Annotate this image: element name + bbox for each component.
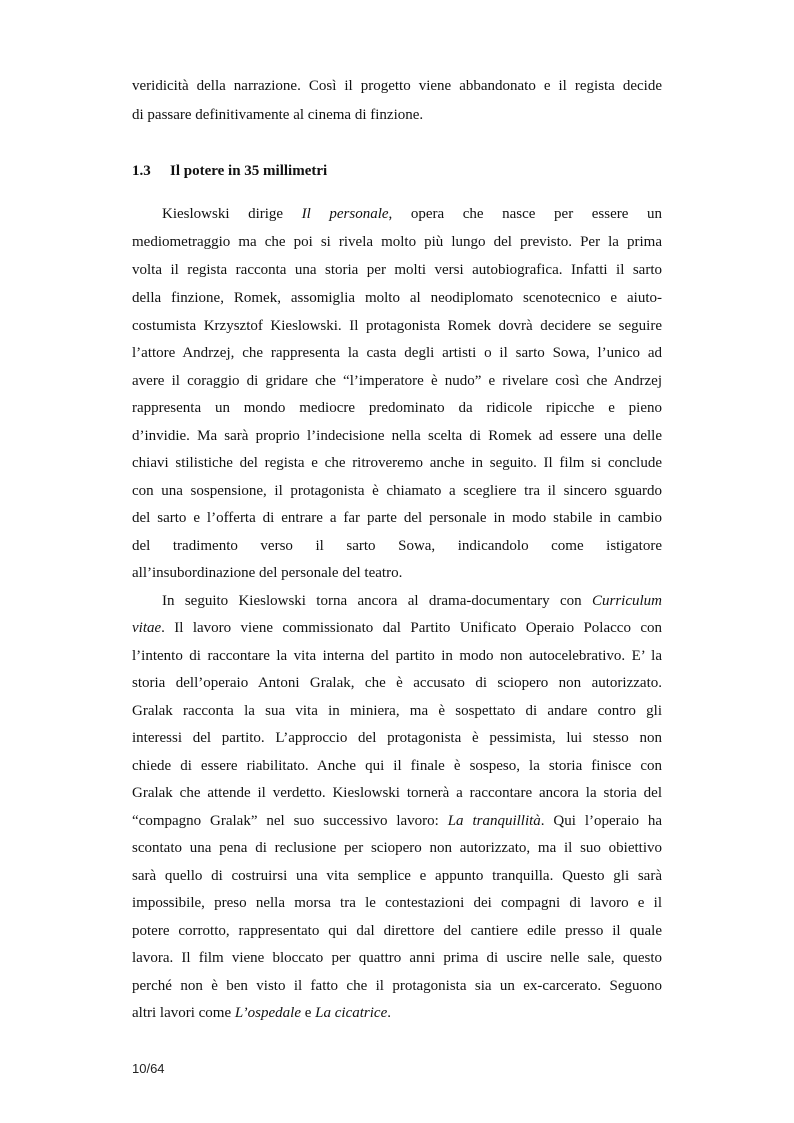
section-number: 1.3 bbox=[132, 163, 151, 179]
p1-line: d’invidie. Ma sarà proprio l’indecisione nella scelta di Romek ad essere una delle bbox=[132, 428, 662, 444]
section-title: Il potere in 35 millimetri bbox=[170, 163, 328, 179]
film-title: La tranquillità bbox=[447, 813, 541, 829]
intro-line-2: di passare definitivamente al cinema di finzione. bbox=[132, 107, 424, 123]
film-title: L’ospedale bbox=[234, 1005, 301, 1021]
section-heading bbox=[132, 161, 662, 181]
p1-line-1 bbox=[162, 204, 662, 224]
p2-line: l’intento di raccontare la vita interna del partito in modo non autocelebrativo. E’ la bbox=[132, 648, 662, 664]
p2-text: . Qui l’operaio ha bbox=[540, 813, 662, 829]
p2-line: lavora. Il film viene bloccato per quattro anni prima di uscire nelle sale, questo bbox=[132, 950, 662, 966]
p2-text: . bbox=[387, 1005, 391, 1021]
p2-line: interessi del partito. L’approccio del protagonista è pessimista, lui stesso non bbox=[132, 730, 662, 746]
page-number: 10/64 bbox=[132, 1061, 165, 1076]
p2-text: “compagno Gralak” nel suo successivo lavoro: bbox=[132, 813, 448, 829]
film-title: La cicatrice bbox=[315, 1005, 388, 1021]
p2-line: sarà quello di costruirsi una vita semplice e appunto tranquilla. Questo gli sarà bbox=[132, 868, 662, 884]
p2-line: storia dell’operaio Antoni Gralak, che è accusato di sciopero non autorizzato. bbox=[132, 675, 662, 691]
p1-line: chiavi stilistiche del regista e che ritroveremo anche in seguito. Il film si conclude bbox=[132, 455, 662, 471]
p1-line: costumista Krzysztof Kieslowski. Il protagonista Romek dovrà decidere se seguire bbox=[132, 318, 662, 334]
p2-text: In seguito Kieslowski torna ancora al drama-documentary con bbox=[162, 593, 592, 609]
p1-line: del tradimento verso il sarto Sowa, indicandolo come istigatore bbox=[132, 538, 662, 554]
p2-line: Gralak che attende il verdetto. Kieslowski tornerà a raccontare ancora la storia del bbox=[132, 785, 662, 801]
p1-line: l’attore Andrzej, che rappresenta la casta degli artisti o il sarto Sowa, l’unico ad bbox=[132, 345, 662, 361]
p2-line-1 bbox=[162, 591, 662, 611]
p2-text: altri lavori come bbox=[132, 1005, 235, 1021]
film-title: Il personale bbox=[301, 206, 389, 222]
p2-line: scontato una pena di reclusione per sciopero non autorizzato, ma il suo obiettivo bbox=[132, 840, 662, 856]
p2-text: e bbox=[301, 1005, 316, 1021]
p2-line: potere corrotto, rappresentato qui dal direttore del cantiere edile presso il quale bbox=[132, 923, 662, 939]
p1-line: avere il coraggio di gridare che “l’imperatore è nudo” e rivelare così che Andrzej bbox=[132, 373, 662, 389]
p2-line-2 bbox=[132, 618, 662, 638]
p2-text: . Il lavoro viene commissionato dal Partito Unificato Operaio Polacco con bbox=[161, 620, 662, 636]
p1-text: Kieslowski dirige bbox=[162, 206, 302, 222]
intro-line-1: veridicità della narrazione. Così il progetto viene abbandonato e il regista decide bbox=[132, 78, 662, 94]
p2-line: Gralak racconta la sua vita in miniera, ma è sospettato di andare contro gli bbox=[132, 703, 662, 719]
p1-line-last: all’insubordinazione del personale del teatro. bbox=[132, 565, 403, 581]
film-title: Curriculum bbox=[591, 593, 662, 609]
p2-line: perché non è ben visto il fatto che il protagonista sia un ex-carcerato. Seguono bbox=[132, 978, 662, 994]
p1-line: con una sospensione, il protagonista è chiamato a scegliere tra il sincero sguardo bbox=[132, 483, 662, 499]
p2-line: impossibile, preso nella morsa tra le contestazioni dei compagni di lavoro e il bbox=[132, 895, 662, 911]
p1-line: volta il regista racconta una storia per molti versi autobiografica. Infatti il sarto bbox=[132, 262, 662, 278]
p2-line-9 bbox=[132, 811, 662, 831]
p2-line-last bbox=[132, 1003, 662, 1023]
p1-line: rappresenta un mondo mediocre predominato da ridicole ripicche e pieno bbox=[132, 400, 662, 416]
film-title: vitae bbox=[132, 620, 162, 636]
p1-text: , opera che nasce per essere un bbox=[388, 206, 662, 222]
p1-line: mediometraggio ma che poi si rivela molto più lungo del previsto. Per la prima bbox=[132, 234, 662, 250]
p1-line: della finzione, Romek, assomiglia molto al neodiplomato scenotecnico e aiuto- bbox=[132, 290, 662, 306]
p1-line: del sarto e l’offerta di entrare a far parte del personale in modo stabile in cambio bbox=[132, 510, 662, 526]
p2-line: chiede di essere riabilitato. Anche qui il finale è sospeso, la storia finisce con bbox=[132, 758, 662, 774]
